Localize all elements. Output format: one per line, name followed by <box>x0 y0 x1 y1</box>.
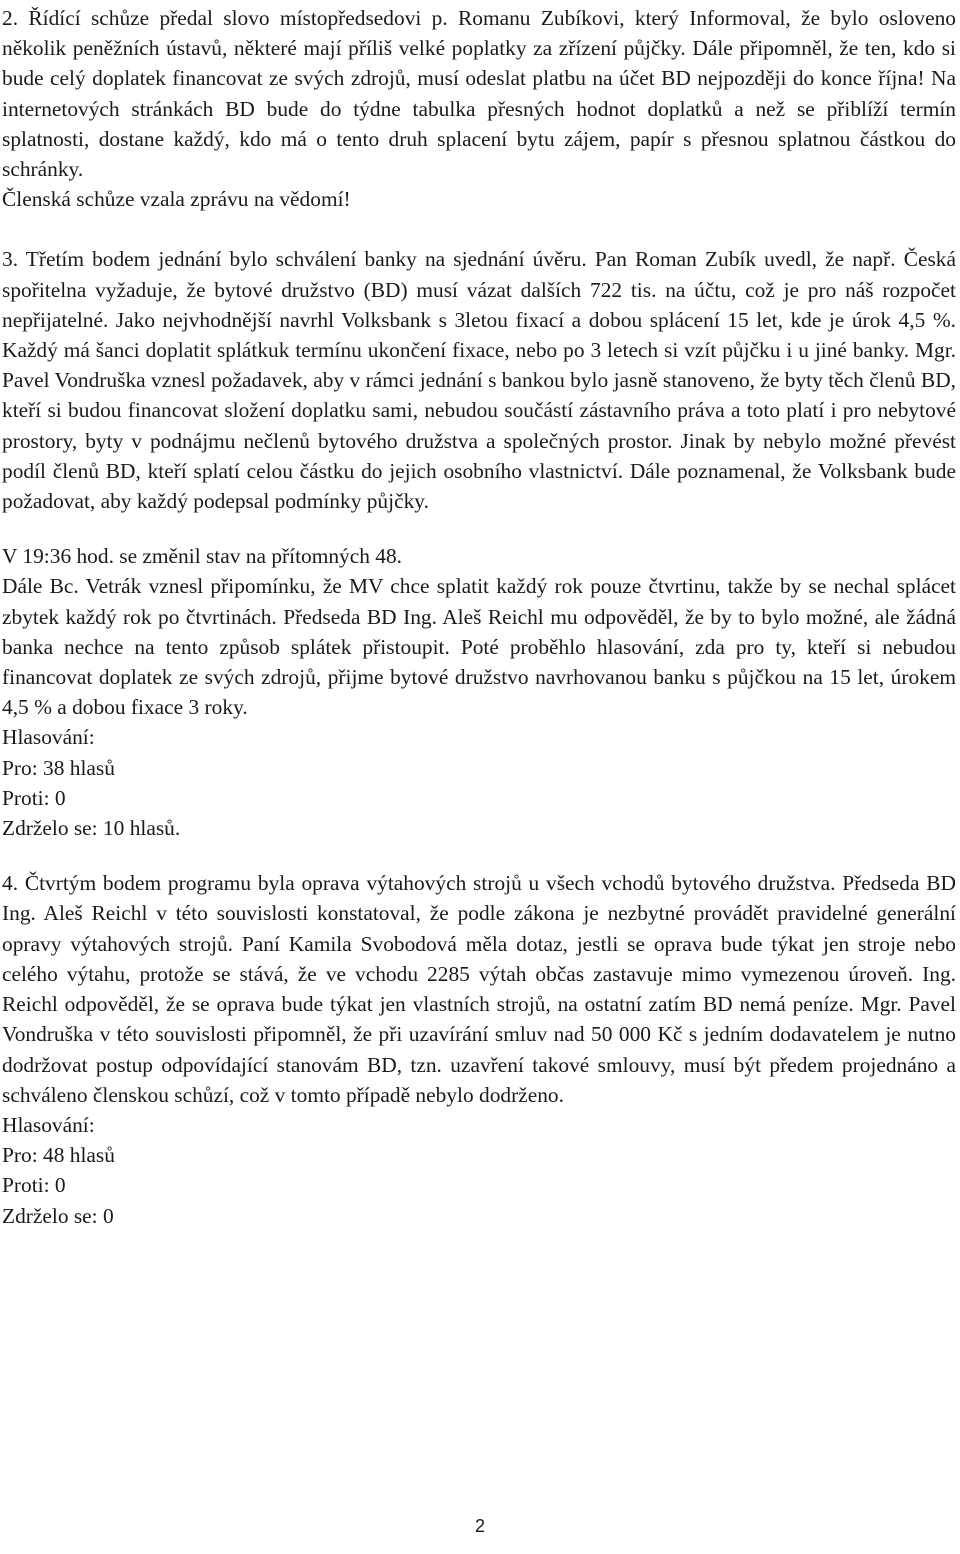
vote-proti: Proti: 0 <box>2 1173 66 1198</box>
vote-label: Hlasování: <box>2 1112 95 1137</box>
page-number: 2 <box>474 1516 485 1536</box>
vote-label: Hlasování: <box>2 725 95 750</box>
vote-zdrzelo: Zdrželo se: 0 <box>2 1203 114 1228</box>
section-2-paragraph: 2. Řídící schůze předal slovo místopředsedovi p. Romanu Zubíkovi, který Informoval, že bylo osloveno několik peněžních ústavů, některé mají příliš velké poplatky za zřízení půjčky. Dále připomněl, že ten, kdo si bude celý doplatek financovat ze svých zdrojů, musí odeslat platbu na účet BD nejpozději do konce října! Na internetových stránkách BD bude do týdne tabulka přesných hodnot doplatků a než se přiblíží termín splatnosti, dostane každý, kdo má o tento druh splacení bytu zájem, papír s přesnou splatnou částkou do schránky. <box>2 6 956 182</box>
section-3-paragraph: 3. Třetím bodem jednání bylo schválení banky na sjednání úvěru. Pan Roman Zubík uvedl, že např. Česká spořitelna vyžaduje, že bytové družstvo (BD) musí vázat dalších 722 tis. na účtu, což je pro náš rozpočet nepřijatelné. Jako nejvhodnější navrhl Volksbank s 3letou fixací a dobou splácení 15 let, kde je úrok 4,5 %. Každý má šanci doplatit splátkuk termínu ukončení fixace, nebo po 3 letech si vzít půjčku i u jiné banky. Mgr. Pavel Vondruška vznesl požadavek, aby v rámci jednání s bankou bylo jasně stanoveno, že byty těch členů BD, kteří si budou financovat složení doplatku sami, nebudou součástí zástavního práva a toto platí i pro nebytové prostory, byty v podnájmu nečlenů bytového družstva a společných prostor. Jinak by nebylo možné převést podíl členů BD, kteří splatí celou částku do jejich osobního vlastnictví. Dále poznamenal, že Volksbank bude požadovat, aby každý podepsal podmínky půjčky. <box>2 247 956 514</box>
section-4-paragraph: 4. Čtvrtým bodem programu byla oprava výtahových strojů u všech vchodů bytového družstva. Předseda BD Ing. Aleš Reichl v této souvislosti konstatoval, že podle zákona je nezbytné provádět pravidelné generální opravy výtahových strojů. Paní Kamila Svobodová měla dotaz, jestli se oprava bude týkat jen stroje nebo celého výtahu, protože se stává, že ve vchodu 2285 výtah občas zastavuje mimo vymezenou úroveň. Ing. Reichl odpověděl, že se oprava bude týkat jen vlastních strojů, na ostatní zatím BD nemá peníze. Mgr. Pavel Vondruška v této souvislosti připomněl, že při uzavírání smluv nad 50 000 Kč s jedním dodavatelem je nutno dodržovat postup odpovídající stanovám BD, tzn. uzavření takové smlouvy, musí být předem projednáno a schváleno členskou schůzí, což v tomto případě nebylo dodrženo. <box>2 871 956 1107</box>
section-2-note: Členská schůze vzala zprávu na vědomí! <box>2 187 351 212</box>
vote-pro: Pro: 48 hlasů <box>2 1143 115 1168</box>
vote-proti: Proti: 0 <box>2 785 66 810</box>
spacer <box>2 843 956 868</box>
spacer <box>2 516 956 541</box>
vote-pro: Pro: 38 hlasů <box>2 755 115 780</box>
spacer <box>2 214 956 244</box>
section-3-paragraph-2: Dále Bc. Vetrák vznesl připomínku, že MV chce splatit každý rok pouze čtvrtinu, takže by se nechal splácet zbytek každý rok po čtvrtinách. Předseda BD Ing. Aleš Reichl mu odpověděl, že by to bylo možné, ale žádná banka nechce na tento způsob splátek přistoupit. Poté proběhlo hlasování, zda pro ty, kteří si nebudou financovat doplatek ze svých zdrojů, přijme bytové družstvo navrhovanou banku s půjčkou na 15 let, úrokem 4,5 % a dobou fixace 3 roky. <box>2 574 956 720</box>
document-page <box>2 3 956 1231</box>
vote-zdrzelo: Zdrželo se: 10 hlasů. <box>2 816 181 841</box>
attendance-note: V 19:36 hod. se změnil stav na přítomných 48. <box>2 544 403 569</box>
